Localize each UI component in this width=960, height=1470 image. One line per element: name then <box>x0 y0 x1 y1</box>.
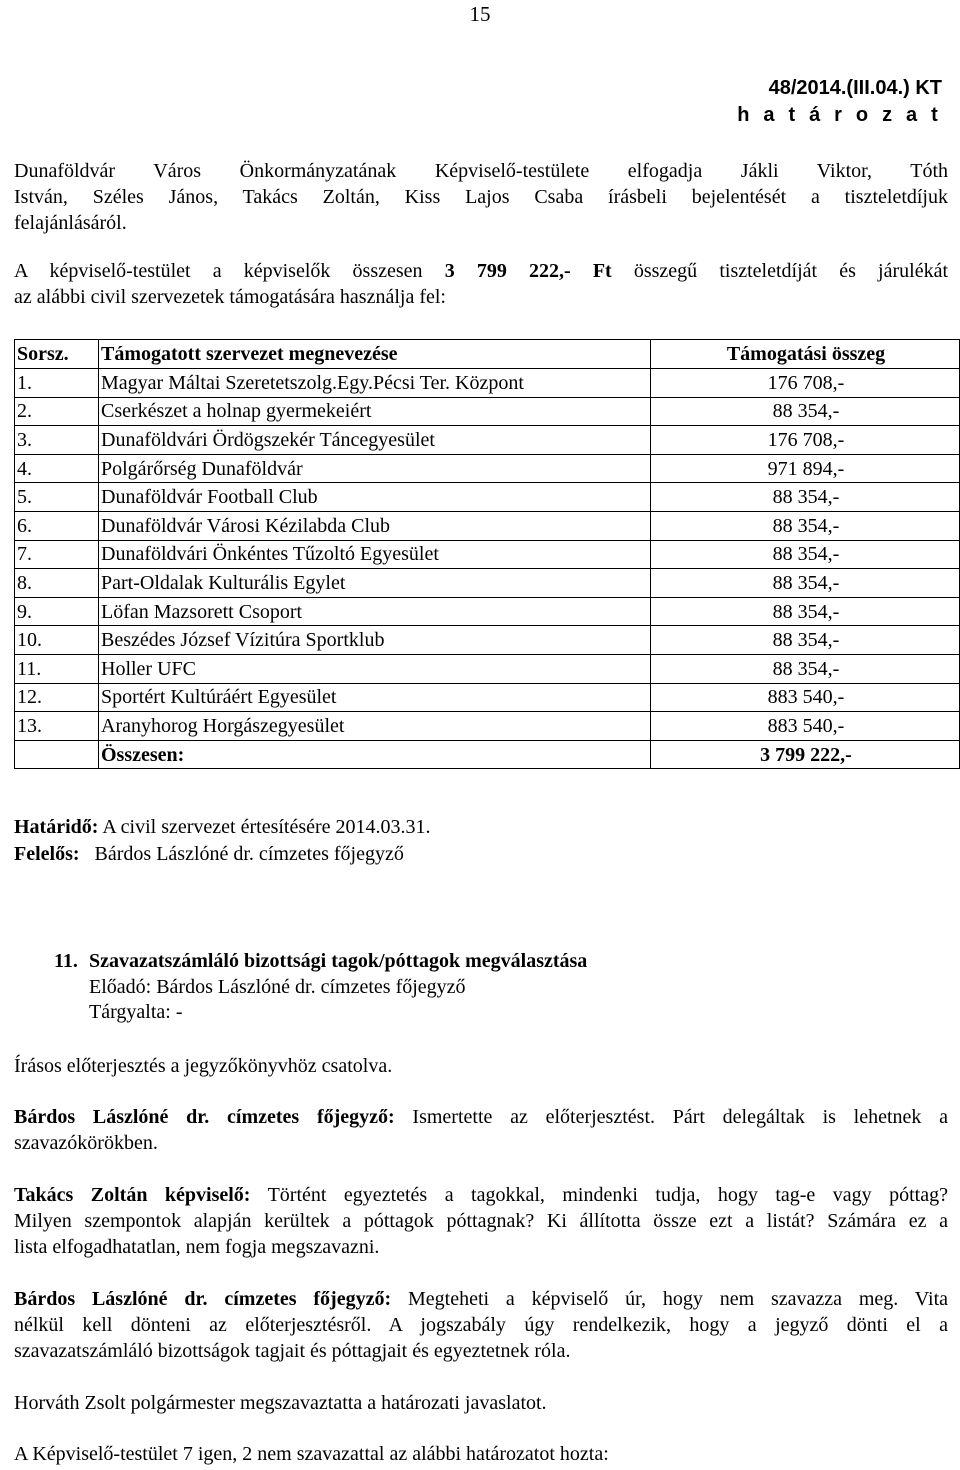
funding-total-amount: 3 799 222,- Ft <box>444 260 612 282</box>
row-organization: Löfan Mazsorett Csoport <box>99 597 651 626</box>
row-amount: 88 354,- <box>651 569 960 598</box>
decision-number: 48/2014.(III.04.) KT <box>768 77 942 99</box>
deadline-line <box>14 815 431 839</box>
row-organization: Beszédes József Vízitúra Sportklub <box>99 626 651 655</box>
speech-1-line-2: szavazókörökben. <box>14 1132 158 1154</box>
speech-3-line-2: nélkül kell dönteni az előterjesztésről. A jogszabály úgy rendelkezik, hogy a jegyző dönti el a <box>14 1314 948 1336</box>
agenda-discussed: Tárgyalta: - <box>89 1001 183 1023</box>
agenda-item-number: 11. <box>54 950 78 972</box>
row-organization: Dunaföldvár Football Club <box>99 483 651 512</box>
speech-1-line-1 <box>14 1105 948 1129</box>
row-organization: Aranyhorog Horgászegyesület <box>99 712 651 741</box>
deadline-text: A civil szervezet értesítésére 2014.03.31. <box>102 816 431 838</box>
row-organization: Polgárőrség Dunaföldvár <box>99 454 651 483</box>
row-amount: 88 354,- <box>651 483 960 512</box>
header-amount: Támogatási összeg <box>651 340 960 369</box>
row-organization: Sportért Kultúráért Egyesület <box>99 683 651 712</box>
speech-2-line-1 <box>14 1183 948 1207</box>
speech-1-speaker: Bárdos Lászlóné dr. címzetes főjegyző: <box>14 1106 395 1128</box>
responsible-label: Felelős: <box>14 843 80 865</box>
row-amount: 88 354,- <box>651 397 960 426</box>
table-row <box>15 397 960 426</box>
row-amount: 88 354,- <box>651 540 960 569</box>
header-serial: Sorsz. <box>15 340 99 369</box>
table-header-row <box>15 340 960 369</box>
row-amount: 883 540,- <box>651 683 960 712</box>
mayor-note: Horváth Zsolt polgármester megszavaztatta a határozati javaslatot. <box>14 1392 547 1414</box>
funding-sentence-start: A képviselő-testület a képviselők összesen <box>14 260 423 282</box>
table-row <box>15 454 960 483</box>
row-serial: 13. <box>15 712 99 741</box>
table-total-row <box>15 740 960 769</box>
responsible-text: Bárdos Lászlóné dr. címzetes főjegyző <box>94 843 404 865</box>
decision-text-line-2: István, Széles János, Takács Zoltán, Kiss Lajos Csaba írásbeli bejelentését a tiszteletdíjuk <box>14 186 948 208</box>
row-serial: 4. <box>15 454 99 483</box>
decision-title: h a t á r o z a t <box>737 104 942 126</box>
row-serial: 12. <box>15 683 99 712</box>
speech-2-line-2: Milyen szempontok alapján kerültek a póttagok póttagnak? Ki állította össze ezt a listát? Számára ez a <box>14 1210 948 1232</box>
funding-sentence-line-2: az alábbi civil szervezetek támogatására használja fel: <box>14 286 446 308</box>
row-serial: 2. <box>15 397 99 426</box>
row-organization: Dunaföldvári Önkéntes Tűzoltó Egyesület <box>99 540 651 569</box>
table-row <box>15 569 960 598</box>
row-organization: Cserkészet a holnap gyermekeiért <box>99 397 651 426</box>
row-amount: 176 708,- <box>651 369 960 398</box>
agenda-presenter: Előadó: Bárdos Lászlóné dr. címzetes főjegyző <box>89 976 466 998</box>
table-row <box>15 483 960 512</box>
row-amount: 88 354,- <box>651 654 960 683</box>
total-empty-cell <box>15 740 99 769</box>
speech-2-text: Történt egyeztetés a tagokkal, mindenki tudja, hogy tag-e vagy póttag? <box>267 1184 948 1206</box>
table-row <box>15 540 960 569</box>
speech-2-line-3: lista elfogadhatatlan, nem fogja megszavazni. <box>14 1236 380 1258</box>
row-serial: 5. <box>15 483 99 512</box>
row-amount: 88 354,- <box>651 597 960 626</box>
deadline-label: Határidő: <box>14 816 99 838</box>
responsible-line <box>14 842 404 866</box>
funding-sentence-end: összegű tiszteletdíját és járulékát <box>633 260 949 282</box>
row-organization: Holler UFC <box>99 654 651 683</box>
table-row <box>15 369 960 398</box>
support-table <box>14 339 960 769</box>
speech-3-line-3: szavazatszámláló bizottságok tagjait és póttagjait és egyeztetnek róla. <box>14 1340 571 1362</box>
vote-result: A Képviselő-testület 7 igen, 2 nem szavazattal az alábbi határozatot hozta: <box>14 1443 609 1465</box>
agenda-item-title: Szavazatszámláló bizottsági tagok/póttagok megválasztása <box>89 950 588 972</box>
row-serial: 1. <box>15 369 99 398</box>
speech-3-line-1 <box>14 1287 948 1311</box>
row-serial: 8. <box>15 569 99 598</box>
speech-3-speaker: Bárdos Lászlóné dr. címzetes főjegyző: <box>14 1288 392 1310</box>
row-amount: 971 894,- <box>651 454 960 483</box>
row-serial: 6. <box>15 511 99 540</box>
page-number: 15 <box>469 2 491 26</box>
table-row <box>15 597 960 626</box>
row-amount: 883 540,- <box>651 712 960 741</box>
table-row <box>15 426 960 455</box>
total-value: 3 799 222,- <box>651 740 960 769</box>
decision-text-line-1: Dunaföldvár Város Önkormányzatának Képviselő-testülete elfogadja Jákli Viktor, Tóth <box>14 160 948 182</box>
speech-1-text: Ismertette az előterjesztést. Párt delegáltak is lehetnek a <box>412 1106 949 1128</box>
row-serial: 7. <box>15 540 99 569</box>
row-organization: Magyar Máltai Szeretetszolg.Egy.Pécsi Ter. Központ <box>99 369 651 398</box>
row-serial: 11. <box>15 654 99 683</box>
row-organization: Dunaföldvári Ördögszekér Táncegyesület <box>99 426 651 455</box>
speech-2-speaker: Takács Zoltán képviselő: <box>14 1184 251 1206</box>
table-row <box>15 511 960 540</box>
row-organization: Dunaföldvár Városi Kézilabda Club <box>99 511 651 540</box>
table-row <box>15 712 960 741</box>
row-serial: 9. <box>15 597 99 626</box>
decision-text-line-3: felajánlásáról. <box>14 212 127 234</box>
funding-sentence-line-1 <box>14 259 948 283</box>
speech-3-text: Megteheti a képviselő úr, hogy nem szavazza meg. Vita <box>408 1288 949 1310</box>
header-organization: Támogatott szervezet megnevezése <box>99 340 651 369</box>
table-row <box>15 626 960 655</box>
row-serial: 3. <box>15 426 99 455</box>
row-amount: 88 354,- <box>651 626 960 655</box>
table-row <box>15 654 960 683</box>
row-organization: Part-Oldalak Kulturális Egylet <box>99 569 651 598</box>
row-amount: 176 708,- <box>651 426 960 455</box>
written-proposal-note: Írásos előterjesztés a jegyzőkönyvhöz csatolva. <box>14 1055 393 1077</box>
row-serial: 10. <box>15 626 99 655</box>
total-label: Összesen: <box>99 740 651 769</box>
row-amount: 88 354,- <box>651 511 960 540</box>
table-row <box>15 683 960 712</box>
